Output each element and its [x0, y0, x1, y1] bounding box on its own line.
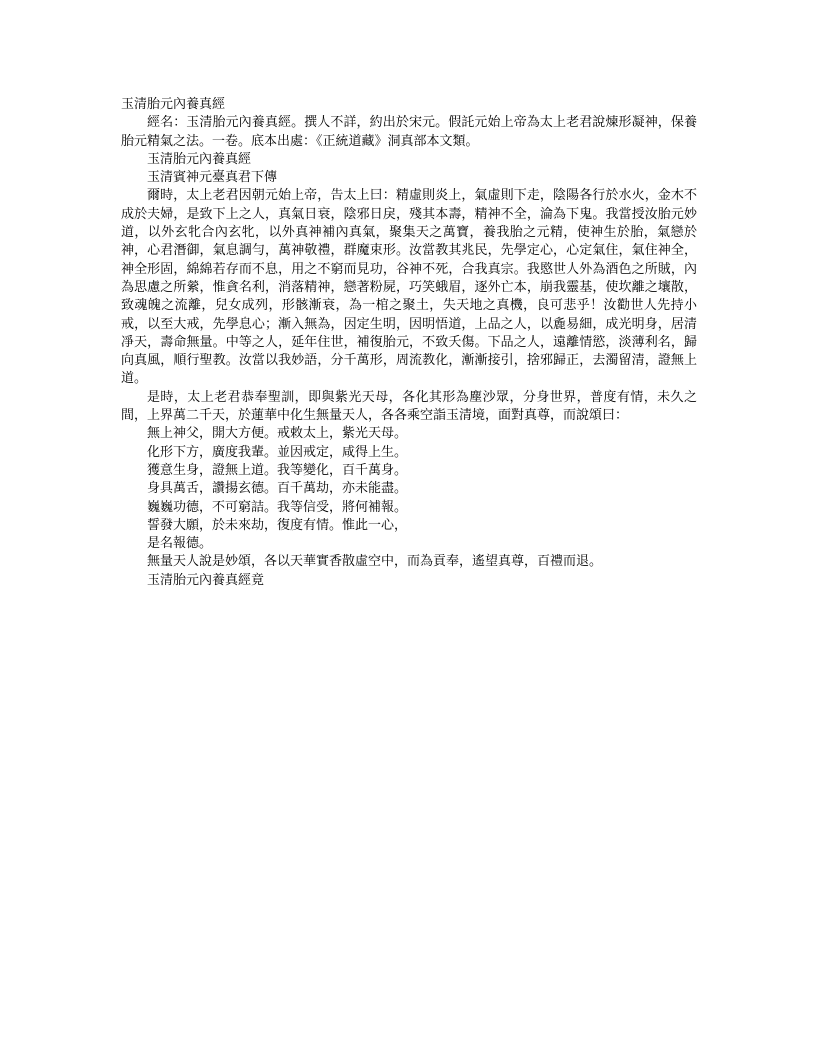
verse-line: 獲意生身，證無上道。我等變化，百千萬身。	[147, 462, 408, 478]
document-metadata: 經名：玉清胎元內養真經。撰人不詳，約出於宋元。假託元始上帝為太上老君說煉形凝神，保養胎元精氣之法。一卷。底本出處：《正統道藏》洞真部本文類。	[121, 115, 697, 149]
verse-line: 巍巍功德，不可窮詰。我等信受，將何補報。	[147, 499, 408, 515]
verse-line: 誓發大願，於未來劫，復度有情。惟此一心，	[147, 517, 408, 533]
closing-paragraph: 無量天人說是妙頌，各以天華實香散虛空中，而為貢奉，遙望真尊，百禮而退。	[147, 554, 603, 570]
scripture-heading: 玉清胎元內養真經	[147, 151, 252, 167]
verse-line: 身具萬舌，讚揚玄德。百千萬劫，亦未能盡。	[147, 481, 408, 497]
document-title: 玉清胎元內養真經	[121, 97, 226, 112]
verse-line: 是名報德。	[147, 536, 213, 552]
document-page	[121, 96, 697, 590]
transmission-line: 玉清賓神元臺真君下傳	[147, 170, 278, 186]
verse-line: 化形下方，廣度我輩。並因戒定，咸得上生。	[147, 444, 408, 460]
body-paragraph: 爾時，太上老君因朝元始上帝，告太上曰：精虛則炎上，氣虛則下走，陰陽各行於水火，金木不成於夫婦，是致下上之人，真氣日衰，陰邪日戾，殘其本壽，精神不全，淪為下鬼。我當授汝胎元妙道，以外玄牝合內玄牝，以外真神補內真氣，聚集天之萬寶，養我胎之元精，使神生於胎，氣戀於神，心君潛御，氣息調勻，萬神敬禮，群魔束形。汝當教其兆民，先學定心，心定氣住，氣住神全，神全形固，綿綿若存而不息，用之不窮而見功，谷神不死，合我真宗。我愍世人外為酒色之所賊，內為思慮之所縈，惟貪名利，消落精神，戀著粉屍，巧笑蛾眉，逐外亡本，崩我靈基，使坎離之壤散，致魂魄之流離，兒女成列，形骸漸衰，為一棺之聚土，失天地之真機，良可悲乎！汝勸世人先持小戒，以至大戒，先學息心；漸入無為，因定生明，因明悟道，上品之人，以麁易細，成光明身，居清凈天，壽命無量。中等之人，延年住世，補復胎元，不致夭傷。下品之人，遠離情慾，淡薄利名，歸向真風，順行聖教。汝當以我妙語，分千萬形，周流教化，漸漸接引，捨邪歸正，去濁留清，證無上道。	[121, 188, 697, 387]
body-paragraph: 是時，太上老君恭奉聖訓，即與紫光天母，各化其形為塵沙眾，分身世界，普度有情，未久之間，上界萬二千天，於蓮華中化生無量天人，各各乘空詣玉清境，面對真尊，而說頌曰：	[121, 389, 697, 424]
verse-line: 無上神父，開大方便。戒敕太上，紫光天母。	[147, 426, 408, 442]
scripture-end-marker: 玉清胎元內養真經竟	[147, 572, 265, 588]
